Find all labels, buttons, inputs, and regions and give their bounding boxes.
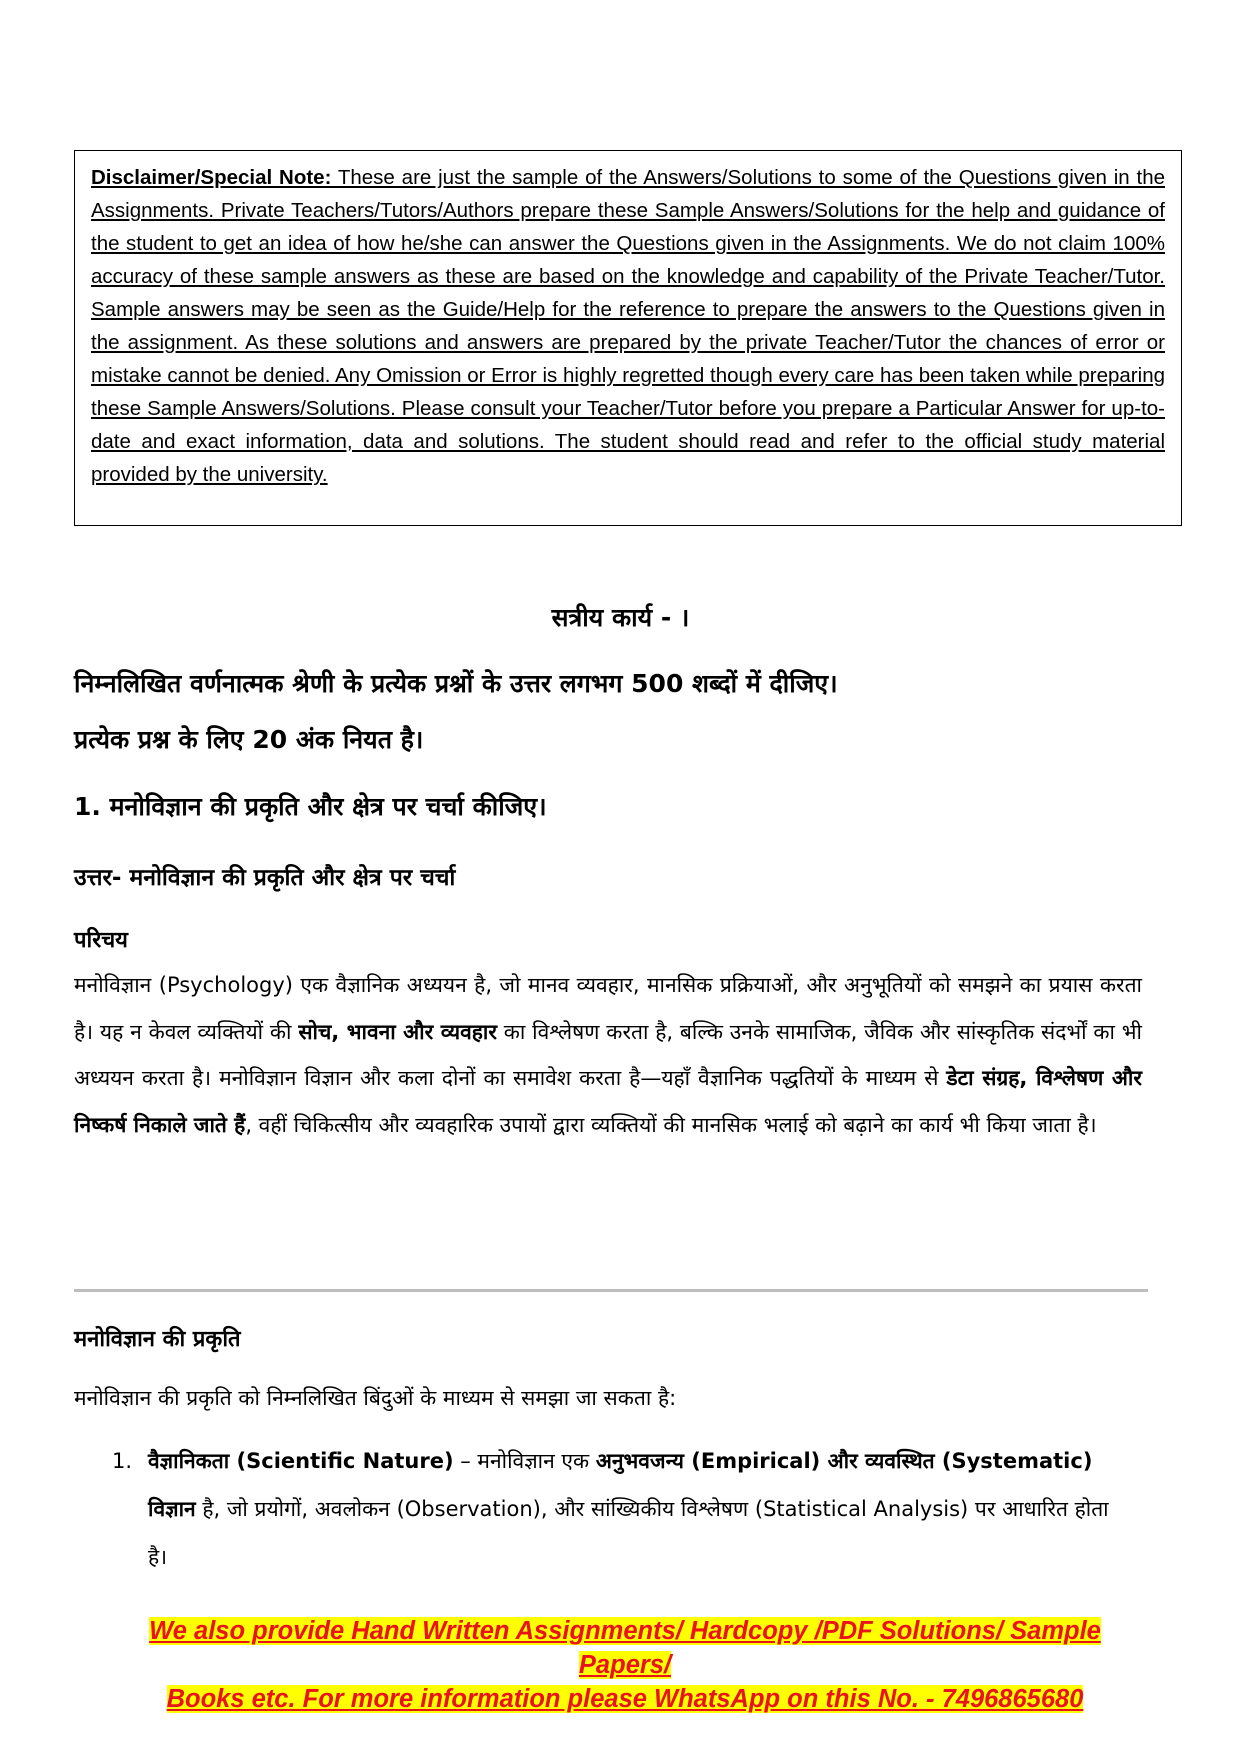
- instruction-line-2: प्रत्येक प्रश्न के लिए 20 अंक नियत है।: [74, 725, 424, 754]
- list-item-bold-1: वैज्ञानिकता (Scientific Nature): [148, 1449, 454, 1473]
- nature-heading: मनोविज्ञान की प्रकृति: [74, 1327, 241, 1352]
- intro-paragraph: [74, 962, 1142, 1148]
- disclaimer-label: Disclaimer/Special Note:: [91, 166, 332, 189]
- intro-heading: परिचय: [74, 928, 128, 953]
- footer-line-1: We also provide Hand Written Assignments/ Hardcopy /PDF Solutions/ Sample Papers/: [149, 1617, 1101, 1679]
- intro-bold-2: डेटा संग्रह, विश्लेषण और निष्कर्ष निकाले जाते हैं: [74, 1066, 1142, 1137]
- intro-text-3: , वहीं चिकित्सीय और व्यवहारिक उपायों द्वारा व्यक्तियों की मानसिक भलाई को बढ़ाने का कार्य भी किया जाता है।: [245, 1112, 1097, 1137]
- list-item-text-1: – मनोविज्ञान एक: [453, 1449, 596, 1473]
- list-item-bold-2: अनुभवजन्य (Empirical) और व्यवस्थित (Systematic) विज्ञान: [148, 1449, 1093, 1521]
- intro-bold-1: सोच, भावना और व्यवहार: [298, 1019, 497, 1044]
- section-divider: [74, 1289, 1148, 1292]
- list-item: [112, 1437, 1132, 1581]
- list-item-number: 1.: [112, 1449, 133, 1473]
- disclaimer-box: [74, 150, 1182, 526]
- intro-text-2: का विश्लेषण करता है, बल्कि उनके सामाजिक, जैविक और सांस्कृतिक संदर्भों का भी अध्ययन करता है। मनोविज्ञान विज्ञान और कला दोनों का समावेश करता है—यहाँ वैज्ञानिक पद्धतियों के माध्यम से: [74, 1019, 1142, 1090]
- instruction-line-1: निम्नलिखित वर्णनात्मक श्रेणी के प्रत्येक प्रश्नों के उत्तर लगभग 500 शब्दों में दीजिए।: [74, 669, 838, 698]
- list-item-body: [148, 1437, 1132, 1581]
- list-item-text-2: है, जो प्रयोगों, अवलोकन (Observation), और सांख्यिकीय विश्लेषण (Statistical Analysis) पर आधारित होता है।: [148, 1497, 1109, 1569]
- assignment-title: सत्रीय कार्य - ।: [551, 603, 690, 632]
- footer-promo: [100, 1614, 1150, 1716]
- intro-text-1: मनोविज्ञान (Psychology) एक वैज्ञानिक अध्ययन है, जो मानव व्यवहार, मानसिक प्रक्रियाओं, और अनुभूतियों को समझने का प्रयास करता है। यह न केवल व्यक्तियों की: [74, 973, 1142, 1044]
- question-heading: 1. मनोविज्ञान की प्रकृति और क्षेत्र पर चर्चा कीजिए।: [74, 792, 547, 821]
- answer-heading: उत्तर- मनोविज्ञान की प्रकृति और क्षेत्र पर चर्चा: [74, 865, 456, 891]
- nature-lead: मनोविज्ञान की प्रकृति को निम्नलिखित बिंदुओं के माध्यम से समझा जा सकता है:: [74, 1386, 677, 1410]
- footer-line-2: Books etc. For more information please WhatsApp on this No. - 7496865680: [166, 1685, 1084, 1713]
- disclaimer-text: These are just the sample of the Answers/Solutions to some of the Questions given in the Assignments. Private Teachers/Tutors/Authors prepare these Sample Answers/Solutions for the help and guidance of the student to get an idea of how he/she can answer the Questions given in the Assignments. We do not claim 100% accuracy of these sample answers as these are based on the knowledge and capability of the Private Teacher/Tutor. Sample answers may be seen as the Guide/Help for the reference to prepare the answers to the Questions given in the assignment. As these solutions and answers are prepared by the private Teacher/Tutor the chances of error or mistake cannot be denied. Any Omission or Error is highly regretted though every care has been taken while preparing these Sample Answers/Solutions. Please consult your Teacher/Tutor before you prepare a Particular Answer for up-to-date and exact information, data and solutions. The student should read and refer to the official study material provided by the university.: [91, 166, 1166, 486]
